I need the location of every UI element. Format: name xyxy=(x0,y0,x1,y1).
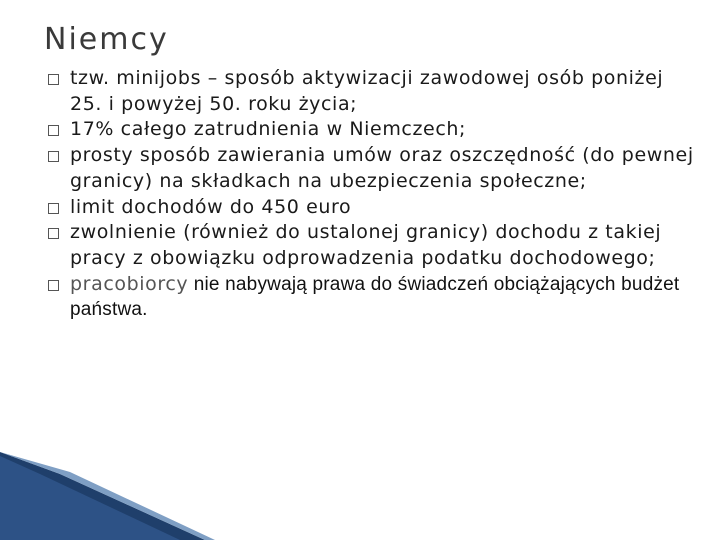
checkbox-square-icon xyxy=(48,203,59,214)
bullet-text: 17% całego zatrudnienia w Niemczech; xyxy=(70,118,467,141)
checkbox-square-icon xyxy=(48,228,59,239)
corner-swoosh-white xyxy=(0,456,180,540)
bullet-text: nie nabywają prawa do świadczeń obciążających budżet państwa. xyxy=(70,273,680,321)
checkbox-square-icon xyxy=(48,74,59,85)
bullet-item xyxy=(48,66,698,117)
bullet-item xyxy=(48,195,698,221)
corner-decoration xyxy=(0,452,720,540)
checkbox-square-icon xyxy=(48,151,59,162)
bullet-text: prosty sposób zawierania umów oraz oszczędność (do pewnej granicy) na składkach na ubezpieczenia społeczne; xyxy=(70,144,694,192)
bullet-text: limit dochodów do 450 euro xyxy=(70,195,352,218)
checkbox-square-icon xyxy=(48,125,59,136)
bullet-text: zwolnienie (również do ustalonej granicy) dochodu z takiej pracy z obowiązku odprowadzenia podatku dochodowego; xyxy=(70,221,662,269)
bullet-lead-text: pracobiorcy xyxy=(70,272,189,295)
bullet-item xyxy=(48,220,698,271)
bullet-item xyxy=(48,117,698,143)
checkbox-square-icon xyxy=(48,280,59,291)
bullet-item xyxy=(48,272,698,323)
bullet-list xyxy=(48,66,698,323)
slide-title: Niemcy xyxy=(44,22,169,57)
bullet-text: tzw. minijobs – sposób aktywizacji zawodowej osób poniżej 25. i powyżej 50. roku życia; xyxy=(70,67,664,115)
bullet-item xyxy=(48,143,698,194)
